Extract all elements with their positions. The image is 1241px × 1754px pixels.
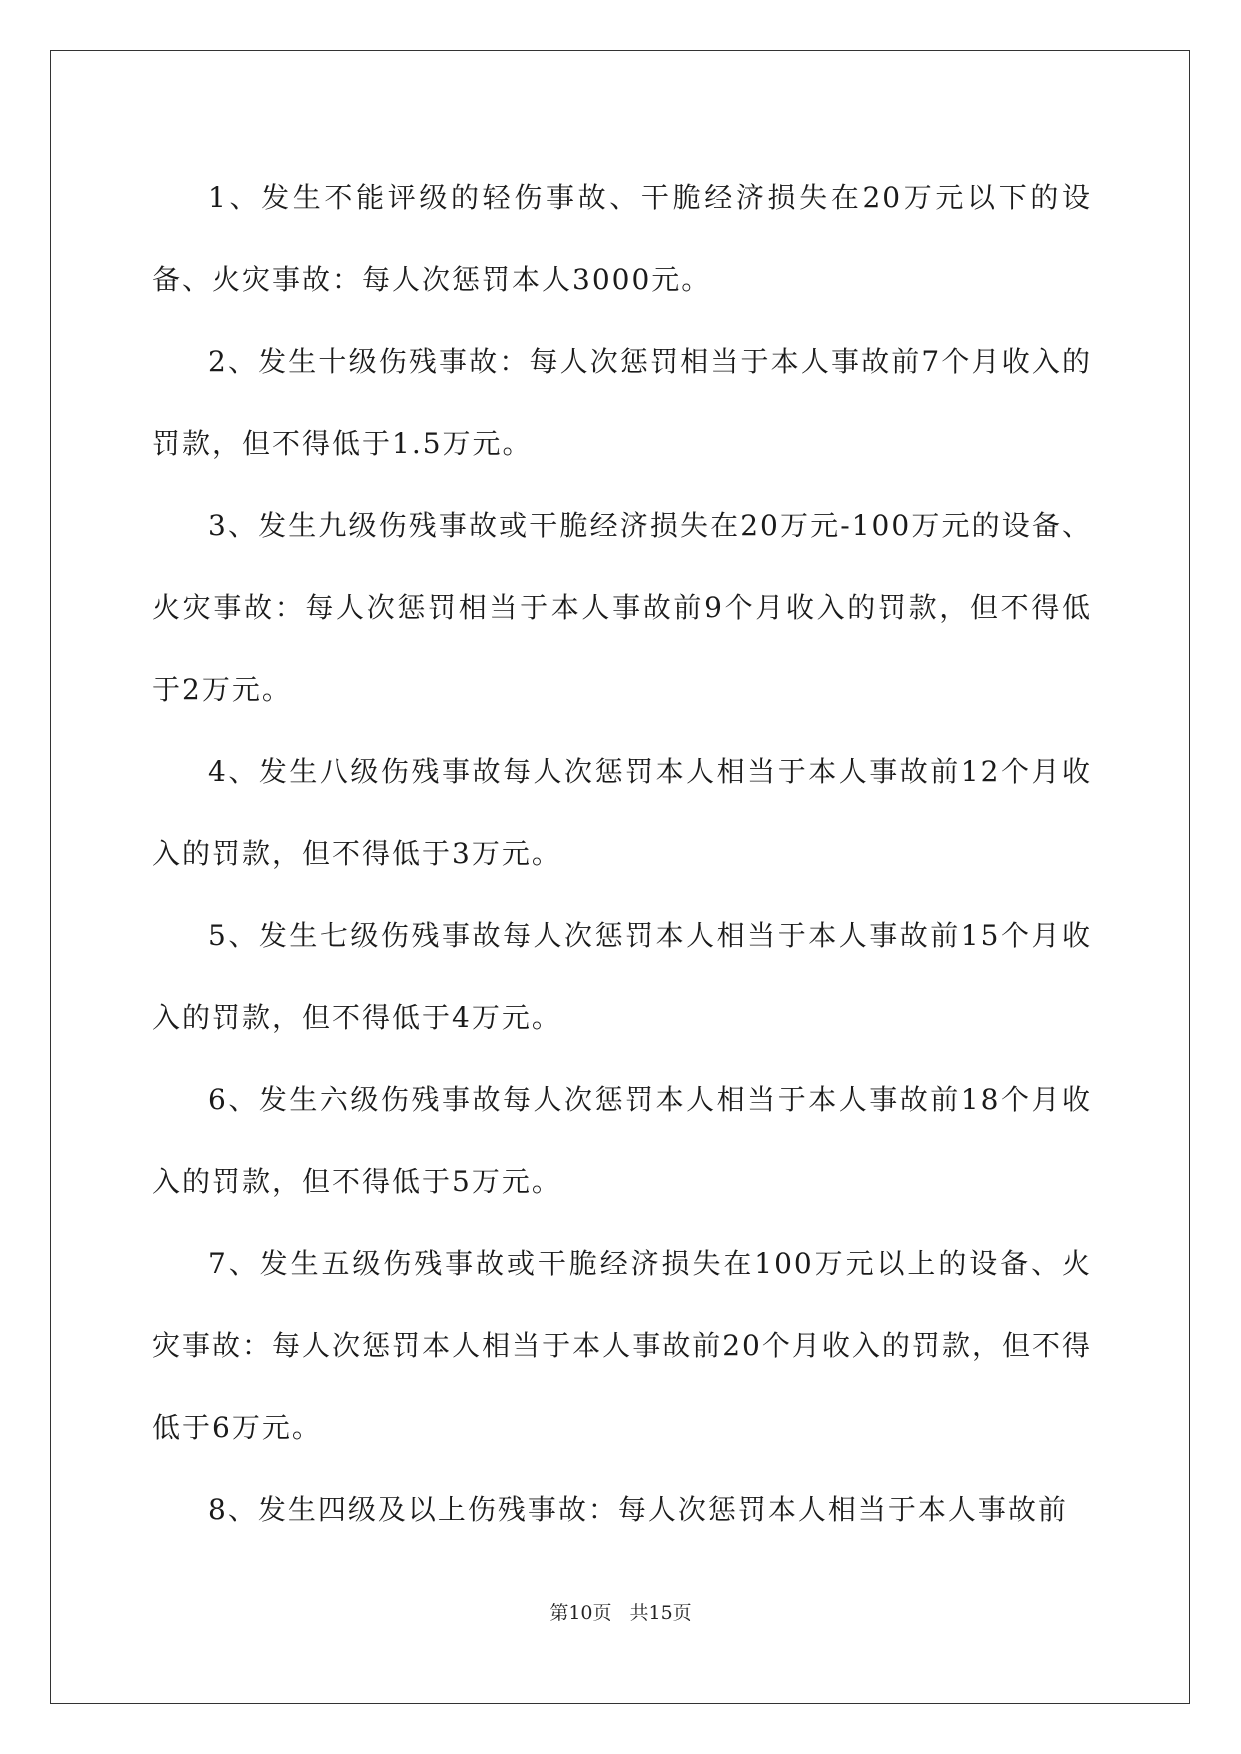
paragraph-1: 1、发生不能评级的轻伤事故、干脆经济损失在20万元以下的设备、火灾事故：每人次惩罚本人3000元。	[152, 181, 1092, 296]
page-total: 共15页	[629, 1602, 692, 1624]
paragraph-6: 6、发生六级伤残事故每人次惩罚本人相当于本人事故前18个月收入的罚款，但不得低于5万元。	[152, 1083, 1092, 1198]
paragraph-3: 3、发生九级伤残事故或干脆经济损失在20万元-100万元的设备、火灾事故：每人次惩罚相当于本人事故前9个月收入的罚款，但不得低于2万元。	[152, 509, 1092, 706]
paragraph-5: 5、发生七级伤残事故每人次惩罚本人相当于本人事故前15个月收入的罚款，但不得低于4万元。	[152, 919, 1092, 1034]
paragraph-4: 4、发生八级伤残事故每人次惩罚本人相当于本人事故前12个月收入的罚款，但不得低于3万元。	[152, 755, 1092, 870]
document-body	[152, 157, 1092, 1551]
page-footer	[0, 1598, 1241, 1625]
paragraph-2: 2、发生十级伤残事故：每人次惩罚相当于本人事故前7个月收入的罚款，但不得低于1.5万元。	[152, 345, 1092, 460]
paragraph-8: 8、发生四级及以上伤残事故：每人次惩罚本人相当于本人事故前	[208, 1493, 1068, 1526]
page-number: 第10页	[549, 1602, 612, 1624]
paragraph-7: 7、发生五级伤残事故或干脆经济损失在100万元以上的设备、火灾事故：每人次惩罚本人相当于本人事故前20个月收入的罚款，但不得低于6万元。	[152, 1247, 1092, 1444]
